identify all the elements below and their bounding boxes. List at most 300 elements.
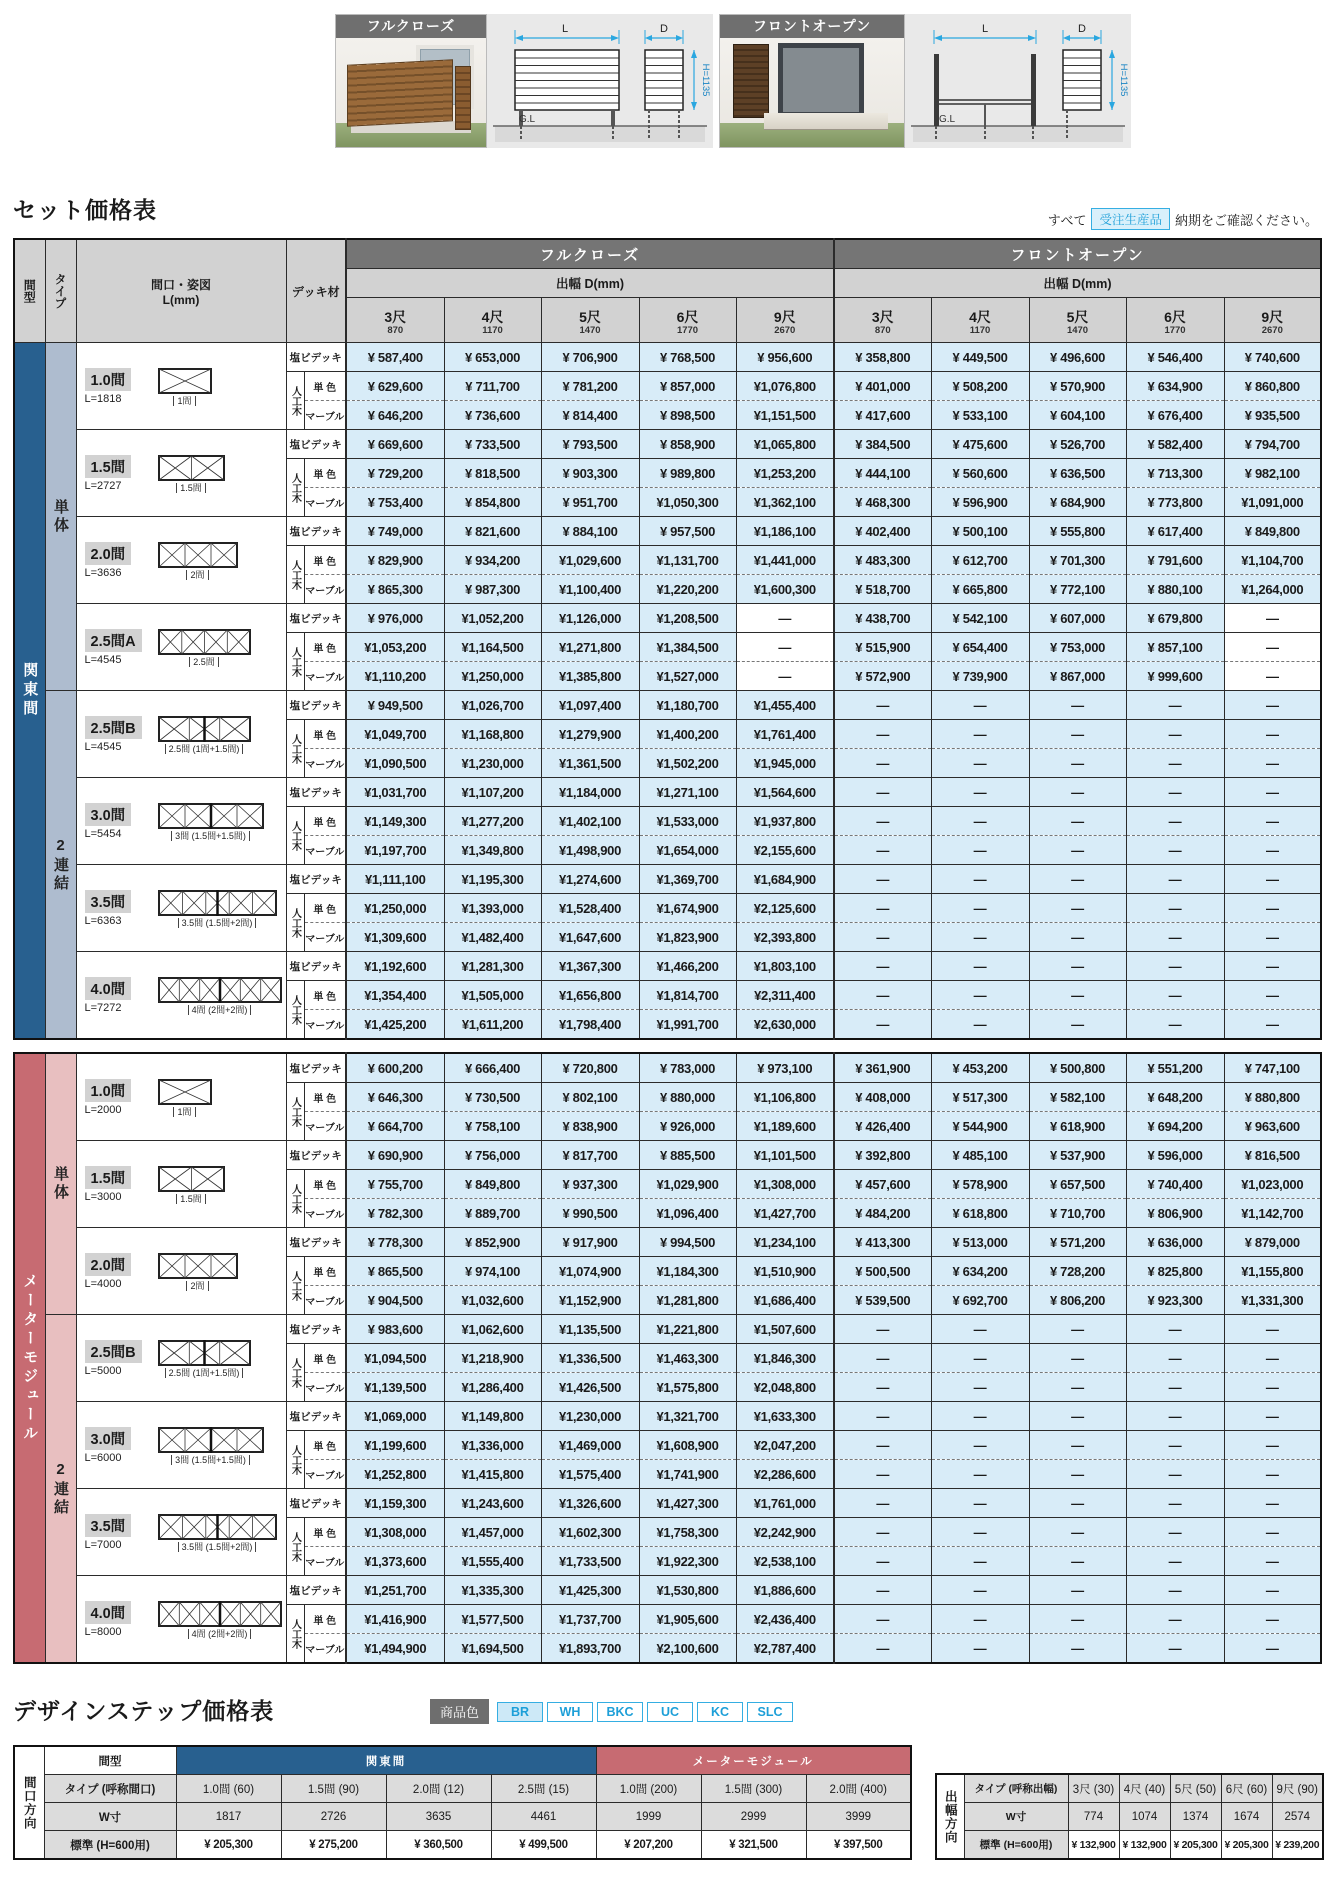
price-cell: ¥1,208,500 xyxy=(639,604,736,633)
price-cell-empty: — xyxy=(1126,1402,1224,1431)
size-label: 3.5間 xyxy=(85,1514,132,1537)
value-cell: 2726 xyxy=(281,1803,386,1831)
price-cell: ¥ 572,900 xyxy=(834,662,931,691)
price-cell: ¥2,393,800 xyxy=(736,923,834,952)
price-cell: ¥1,694,500 xyxy=(444,1634,541,1664)
section-band-metermodule: メーターモジュール xyxy=(14,1053,45,1663)
price-cell: ¥ 753,000 xyxy=(1029,633,1126,662)
span-diagram xyxy=(157,1426,265,1454)
price-cell: ¥1,101,500 xyxy=(736,1141,834,1170)
price-cell-empty: — xyxy=(834,1489,931,1518)
price-cell: ¥ 747,100 xyxy=(1224,1053,1321,1083)
price-cell: ¥1,097,400 xyxy=(541,691,639,720)
price-cell-empty: — xyxy=(931,1010,1029,1040)
price-cell: ¥ 587,400 xyxy=(346,343,444,372)
price-cell-empty: — xyxy=(1126,1431,1224,1460)
price-cell-empty: — xyxy=(1126,1315,1224,1344)
price-cell: ¥ 453,200 xyxy=(931,1053,1029,1083)
price-cell: ¥1,142,700 xyxy=(1224,1199,1321,1228)
price-cell: ¥ 508,200 xyxy=(931,372,1029,401)
row-label: タイプ (呼称出幅) xyxy=(964,1774,1068,1803)
price-cell: ¥ 449,500 xyxy=(931,343,1029,372)
span-diagram xyxy=(157,1339,252,1367)
price-cell: ¥2,286,600 xyxy=(736,1460,834,1489)
deck-label-marble: マーブル xyxy=(304,1460,346,1489)
value-cell: 1074 xyxy=(1119,1803,1170,1831)
price-cell: ¥ 499,500 xyxy=(491,1831,596,1860)
price-cell: ¥ 664,700 xyxy=(346,1112,444,1141)
price-cell: ¥ 860,800 xyxy=(1224,372,1321,401)
price-cell-empty: — xyxy=(1029,1634,1126,1664)
price-cell: ¥1,308,000 xyxy=(736,1170,834,1199)
price-cell: ¥1,062,600 xyxy=(444,1315,541,1344)
value-cell: 4尺 (40) xyxy=(1119,1774,1170,1803)
product-banner xyxy=(335,14,1131,148)
price-cell: ¥ 560,600 xyxy=(931,459,1029,488)
size-length: L=4545 xyxy=(84,740,122,753)
price-cell: ¥1,761,000 xyxy=(736,1489,834,1518)
price-cell: ¥1,274,600 xyxy=(541,865,639,894)
price-cell-empty: — xyxy=(736,633,834,662)
price-cell-empty: — xyxy=(1029,923,1126,952)
price-cell-empty: — xyxy=(1224,1547,1321,1576)
price-cell: ¥2,787,400 xyxy=(736,1634,834,1664)
price-cell: ¥1,733,500 xyxy=(541,1547,639,1576)
product-fullclose xyxy=(335,14,713,148)
span-diagram xyxy=(157,889,278,917)
dim-label-L: L xyxy=(981,23,989,35)
price-cell-empty: — xyxy=(834,981,931,1010)
price-cell: ¥ 438,700 xyxy=(834,604,931,633)
size-label: 4.0間 xyxy=(85,1601,132,1624)
price-cell: ¥1,091,000 xyxy=(1224,488,1321,517)
price-cell: ¥1,164,500 xyxy=(444,633,541,662)
price-cell-empty: — xyxy=(834,1634,931,1664)
price-cell: ¥1,945,000 xyxy=(736,749,834,778)
price-cell: ¥ 600,200 xyxy=(346,1053,444,1083)
price-cell: ¥ 513,000 xyxy=(931,1228,1029,1257)
price-cell: ¥ 976,000 xyxy=(346,604,444,633)
price-cell: ¥ 865,300 xyxy=(346,575,444,604)
price-cell: ¥1,469,000 xyxy=(541,1431,639,1460)
price-cell: ¥1,846,300 xyxy=(736,1344,834,1373)
price-cell: ¥1,250,000 xyxy=(346,894,444,923)
price-cell: ¥1,674,900 xyxy=(639,894,736,923)
deck-label-marble: マーブル xyxy=(304,1010,346,1040)
span-diagram xyxy=(157,1165,226,1193)
note-prefix: すべて xyxy=(1047,212,1087,228)
price-cell: ¥1,415,800 xyxy=(444,1460,541,1489)
price-cell: ¥ 755,700 xyxy=(346,1170,444,1199)
span-dimension-caption: 4間 (2間+2間) xyxy=(188,1005,252,1015)
size-cell xyxy=(76,778,286,865)
price-cell: ¥ 937,300 xyxy=(541,1170,639,1199)
price-cell: ¥ 782,300 xyxy=(346,1199,444,1228)
design-step-table-width xyxy=(13,1745,912,1860)
price-cell: ¥1,152,900 xyxy=(541,1286,639,1315)
size-cell xyxy=(76,691,286,778)
price-cell: ¥ 205,300 xyxy=(176,1831,281,1860)
price-cell-empty: — xyxy=(1029,1315,1126,1344)
size-length: L=4545 xyxy=(84,653,122,666)
type-band: 単体 xyxy=(45,1053,76,1315)
price-cell: ¥1,100,400 xyxy=(541,575,639,604)
price-cell-empty: — xyxy=(1029,720,1126,749)
price-cell: ¥1,798,400 xyxy=(541,1010,639,1040)
price-cell: ¥ 818,500 xyxy=(444,459,541,488)
price-cell: ¥ 617,400 xyxy=(1126,517,1224,546)
deck-label-solid: 単 色 xyxy=(304,807,346,836)
size-length: L=8000 xyxy=(84,1625,122,1638)
price-cell: ¥ 515,900 xyxy=(834,633,931,662)
size-cell xyxy=(76,865,286,952)
price-cell: ¥ 392,800 xyxy=(834,1141,931,1170)
price-cell: ¥ 518,700 xyxy=(834,575,931,604)
price-cell: ¥ 475,600 xyxy=(931,430,1029,459)
size-cell xyxy=(76,1576,286,1664)
set-price-table-kantoma xyxy=(13,238,1322,1040)
price-cell: ¥ 596,900 xyxy=(931,488,1029,517)
header-depth-col: 9尺 2670 xyxy=(736,298,834,343)
price-cell-empty: — xyxy=(931,1402,1029,1431)
photo-fence xyxy=(348,60,452,125)
price-cell: ¥1,349,800 xyxy=(444,836,541,865)
size-label: 2.5間A xyxy=(85,629,142,652)
price-cell: ¥1,741,900 xyxy=(639,1460,736,1489)
price-cell: ¥ 533,100 xyxy=(931,401,1029,430)
price-cell-empty: — xyxy=(1224,662,1321,691)
price-cell: ¥1,159,300 xyxy=(346,1489,444,1518)
price-cell-empty: — xyxy=(1126,923,1224,952)
span-dimension-caption: 2.5間 xyxy=(189,657,219,667)
header-depth-col: 9尺 2670 xyxy=(1224,298,1321,343)
price-cell: ¥1,049,700 xyxy=(346,720,444,749)
price-cell-empty: — xyxy=(1224,749,1321,778)
price-cell: ¥1,686,400 xyxy=(736,1286,834,1315)
size-cell xyxy=(76,430,286,517)
price-cell: ¥1,494,900 xyxy=(346,1634,444,1664)
price-cell: ¥1,823,900 xyxy=(639,923,736,952)
price-cell-empty: — xyxy=(1126,1634,1224,1664)
price-cell: ¥ 648,200 xyxy=(1126,1083,1224,1112)
deck-label-vinyl: 塩ビデッキ xyxy=(286,1315,346,1344)
price-cell: ¥ 607,000 xyxy=(1029,604,1126,633)
price-cell: ¥1,393,000 xyxy=(444,894,541,923)
price-cell: ¥1,069,000 xyxy=(346,1402,444,1431)
color-chip-list xyxy=(497,1702,797,1722)
price-cell-empty: — xyxy=(834,1547,931,1576)
axis-label-width-direction: 間口方向 xyxy=(14,1746,44,1859)
size-label: 3.5間 xyxy=(85,890,132,913)
price-cell: ¥ 794,700 xyxy=(1224,430,1321,459)
price-cell: ¥ 397,500 xyxy=(806,1831,911,1860)
price-cell: ¥ 132,900 xyxy=(1068,1831,1119,1860)
price-cell: ¥1,155,800 xyxy=(1224,1257,1321,1286)
price-cell-empty: — xyxy=(931,778,1029,807)
header-depth-col: 4尺 1170 xyxy=(444,298,541,343)
price-cell: ¥ 706,900 xyxy=(541,343,639,372)
price-cell: ¥1,737,700 xyxy=(541,1605,639,1634)
price-cell: ¥ 413,300 xyxy=(834,1228,931,1257)
price-cell-empty: — xyxy=(1126,1576,1224,1605)
price-cell-empty: — xyxy=(834,778,931,807)
price-cell: ¥1,139,500 xyxy=(346,1373,444,1402)
row-label: 標準 (H=600用) xyxy=(964,1831,1068,1860)
price-cell: ¥1,076,800 xyxy=(736,372,834,401)
price-cell-empty: — xyxy=(834,1344,931,1373)
deck-label-artificial-wood: 人工木 xyxy=(286,1518,304,1576)
price-cell: ¥ 401,000 xyxy=(834,372,931,401)
span-dimension-caption: 1.5間 xyxy=(176,1194,206,1204)
price-cell-empty: — xyxy=(1224,1402,1321,1431)
deck-label-solid: 単 色 xyxy=(304,1083,346,1112)
price-cell-empty: — xyxy=(834,1576,931,1605)
price-cell: ¥ 629,600 xyxy=(346,372,444,401)
span-dimension-caption: 3間 (1.5間+1.5間) xyxy=(171,831,250,841)
value-cell: 1.0間 (200) xyxy=(596,1775,701,1803)
dim-label-L: L xyxy=(561,23,569,35)
price-cell: ¥ 935,500 xyxy=(1224,401,1321,430)
deck-label-artificial-wood: 人工木 xyxy=(286,720,304,778)
price-cell-empty: — xyxy=(834,691,931,720)
price-cell: ¥ 207,200 xyxy=(596,1831,701,1860)
price-cell: ¥ 884,100 xyxy=(541,517,639,546)
price-cell: ¥ 951,700 xyxy=(541,488,639,517)
product-frontopen xyxy=(719,14,1131,148)
price-cell: ¥1,195,300 xyxy=(444,865,541,894)
value-cell: 4461 xyxy=(491,1803,596,1831)
price-cell: ¥2,436,400 xyxy=(736,1605,834,1634)
size-label: 1.0間 xyxy=(85,1079,132,1102)
price-cell: ¥1,107,200 xyxy=(444,778,541,807)
module-span-header: 関東間 xyxy=(176,1746,596,1775)
price-cell-empty: — xyxy=(1029,1489,1126,1518)
value-cell: 5尺 (50) xyxy=(1170,1774,1221,1803)
price-cell: ¥1,577,500 xyxy=(444,1605,541,1634)
span-dimension-caption: 4間 (2間+2間) xyxy=(188,1629,252,1639)
deck-label-marble: マーブル xyxy=(304,1199,346,1228)
deck-label-marble: マーブル xyxy=(304,488,346,517)
design-step-table-depth xyxy=(935,1773,1324,1860)
price-cell-empty: — xyxy=(1224,720,1321,749)
price-cell: ¥1,369,700 xyxy=(639,865,736,894)
size-length: L=7272 xyxy=(84,1001,122,1014)
deck-label-vinyl: 塩ビデッキ xyxy=(286,778,346,807)
price-cell-empty: — xyxy=(1126,981,1224,1010)
price-cell: ¥1,277,200 xyxy=(444,807,541,836)
price-cell: ¥1,110,200 xyxy=(346,662,444,691)
price-cell-empty: — xyxy=(1224,923,1321,952)
price-cell: ¥1,400,200 xyxy=(639,720,736,749)
price-cell: ¥1,168,800 xyxy=(444,720,541,749)
price-cell: ¥1,425,300 xyxy=(541,1576,639,1605)
price-cell-empty: — xyxy=(1224,1518,1321,1547)
value-cell: 2574 xyxy=(1272,1803,1323,1831)
price-cell-empty: — xyxy=(834,894,931,923)
price-cell: ¥ 814,400 xyxy=(541,401,639,430)
header-depth-col: 5尺 1470 xyxy=(1029,298,1126,343)
price-cell: ¥ 720,800 xyxy=(541,1053,639,1083)
type-band: 2連結 xyxy=(45,691,76,1040)
price-cell: ¥1,184,300 xyxy=(639,1257,736,1286)
price-cell: ¥1,656,800 xyxy=(541,981,639,1010)
size-cell xyxy=(76,952,286,1040)
price-cell-empty: — xyxy=(834,1518,931,1547)
deck-label-vinyl: 塩ビデッキ xyxy=(286,430,346,459)
price-cell: ¥ 728,200 xyxy=(1029,1257,1126,1286)
price-cell: ¥1,050,300 xyxy=(639,488,736,517)
color-chip-slc: SLC xyxy=(747,1702,793,1722)
fullclose-label: フルクローズ xyxy=(336,15,486,38)
value-cell: 6尺 (60) xyxy=(1221,1774,1272,1803)
price-cell-empty: — xyxy=(1029,1518,1126,1547)
price-cell-empty: — xyxy=(834,1460,931,1489)
price-cell: ¥1,426,500 xyxy=(541,1373,639,1402)
price-cell: ¥ 982,100 xyxy=(1224,459,1321,488)
price-cell: ¥1,029,900 xyxy=(639,1170,736,1199)
price-cell: ¥1,455,400 xyxy=(736,691,834,720)
value-cell: 3尺 (30) xyxy=(1068,1774,1119,1803)
price-cell: ¥ 653,000 xyxy=(444,343,541,372)
price-cell: ¥ 879,000 xyxy=(1224,1228,1321,1257)
price-cell-empty: — xyxy=(1126,1010,1224,1040)
deck-label-vinyl: 塩ビデッキ xyxy=(286,1141,346,1170)
price-cell: ¥ 974,100 xyxy=(444,1257,541,1286)
price-cell: ¥1,253,200 xyxy=(736,459,834,488)
deck-label-artificial-wood: 人工木 xyxy=(286,1605,304,1664)
deck-label-artificial-wood: 人工木 xyxy=(286,633,304,691)
price-cell: ¥ 829,900 xyxy=(346,546,444,575)
price-cell: ¥ 496,600 xyxy=(1029,343,1126,372)
price-cell: ¥ 802,100 xyxy=(541,1083,639,1112)
size-length: L=3000 xyxy=(84,1190,122,1203)
price-cell-empty: — xyxy=(1029,981,1126,1010)
set-price-title: セット価格表 xyxy=(13,197,157,223)
deck-label-marble: マーブル xyxy=(304,923,346,952)
deck-label-marble: マーブル xyxy=(304,1634,346,1664)
price-cell: ¥ 733,500 xyxy=(444,430,541,459)
price-cell: ¥1,131,700 xyxy=(639,546,736,575)
price-cell: ¥ 636,000 xyxy=(1126,1228,1224,1257)
price-cell: ¥1,466,200 xyxy=(639,952,736,981)
price-cell-empty: — xyxy=(834,1315,931,1344)
price-cell-empty: — xyxy=(1029,1010,1126,1040)
price-cell: ¥1,507,600 xyxy=(736,1315,834,1344)
price-cell: ¥1,149,300 xyxy=(346,807,444,836)
price-cell-empty: — xyxy=(1224,1373,1321,1402)
price-cell: ¥ 904,500 xyxy=(346,1286,444,1315)
price-cell: ¥ 849,800 xyxy=(444,1170,541,1199)
price-cell: ¥1,234,100 xyxy=(736,1228,834,1257)
photo-deck xyxy=(764,113,888,129)
price-cell: ¥ 570,900 xyxy=(1029,372,1126,401)
price-cell-empty: — xyxy=(931,1344,1029,1373)
price-cell: ¥1,647,600 xyxy=(541,923,639,952)
dim-label-H: H=1135 xyxy=(700,63,711,97)
price-cell: ¥1,029,600 xyxy=(541,546,639,575)
size-cell xyxy=(76,1141,286,1228)
price-cell-empty: — xyxy=(1126,1373,1224,1402)
deck-label-solid: 単 色 xyxy=(304,1257,346,1286)
header-frontopen: フロントオープン xyxy=(834,239,1321,269)
price-cell: ¥ 544,900 xyxy=(931,1112,1029,1141)
price-cell-empty: — xyxy=(1029,1576,1126,1605)
price-cell-empty: — xyxy=(834,1402,931,1431)
price-cell-empty: — xyxy=(1029,807,1126,836)
size-cell xyxy=(76,343,286,430)
price-cell: ¥1,608,900 xyxy=(639,1431,736,1460)
fullclose-photo xyxy=(335,14,487,148)
size-length: L=7000 xyxy=(84,1538,122,1551)
price-cell: ¥ 956,600 xyxy=(736,343,834,372)
price-cell: ¥ 729,200 xyxy=(346,459,444,488)
deck-label-marble: マーブル xyxy=(304,836,346,865)
price-cell: ¥1,271,100 xyxy=(639,778,736,807)
price-cell: ¥1,814,700 xyxy=(639,981,736,1010)
price-cell: ¥ 646,200 xyxy=(346,401,444,430)
price-cell: ¥ 546,400 xyxy=(1126,343,1224,372)
price-cell-empty: — xyxy=(1224,778,1321,807)
price-cell: ¥1,402,100 xyxy=(541,807,639,836)
price-cell: ¥1,991,700 xyxy=(639,1010,736,1040)
price-cell: ¥ 867,000 xyxy=(1029,662,1126,691)
price-cell-empty: — xyxy=(1126,836,1224,865)
price-cell-empty: — xyxy=(1029,1431,1126,1460)
span-dimension-caption: 1.5間 xyxy=(176,483,206,493)
color-chip-wh: WH xyxy=(547,1702,593,1722)
price-cell: ¥ 679,800 xyxy=(1126,604,1224,633)
price-cell: ¥ 684,900 xyxy=(1029,488,1126,517)
price-cell: ¥ 793,500 xyxy=(541,430,639,459)
price-cell: ¥ 604,100 xyxy=(1029,401,1126,430)
price-cell: ¥ 849,800 xyxy=(1224,517,1321,546)
price-cell: ¥1,505,000 xyxy=(444,981,541,1010)
price-cell: ¥1,384,500 xyxy=(639,633,736,662)
price-cell: ¥ 783,000 xyxy=(639,1053,736,1083)
price-cell: ¥ 903,300 xyxy=(541,459,639,488)
size-cell xyxy=(76,1402,286,1489)
size-length: L=5454 xyxy=(84,827,122,840)
span-diagram xyxy=(157,1513,278,1541)
deck-label-vinyl: 塩ビデッキ xyxy=(286,691,346,720)
price-cell: ¥1,575,800 xyxy=(639,1373,736,1402)
deck-label-artificial-wood: 人工木 xyxy=(286,1344,304,1402)
price-cell: ¥1,463,300 xyxy=(639,1344,736,1373)
price-cell: ¥1,230,000 xyxy=(541,1402,639,1431)
price-cell: ¥1,416,900 xyxy=(346,1605,444,1634)
price-cell: ¥ 838,900 xyxy=(541,1112,639,1141)
price-cell: ¥ 657,500 xyxy=(1029,1170,1126,1199)
section-band-kantoma: 関東間 xyxy=(14,343,45,1040)
value-cell: 2.5間 (15) xyxy=(491,1775,596,1803)
price-cell: ¥1,264,000 xyxy=(1224,575,1321,604)
header-depth-col: 3尺 870 xyxy=(834,298,931,343)
value-cell: 1374 xyxy=(1170,1803,1221,1831)
price-cell: ¥ 517,300 xyxy=(931,1083,1029,1112)
size-cell xyxy=(76,1489,286,1576)
price-cell: ¥1,321,700 xyxy=(639,1402,736,1431)
deck-label-artificial-wood: 人工木 xyxy=(286,459,304,517)
price-cell: ¥ 694,200 xyxy=(1126,1112,1224,1141)
price-cell-empty: — xyxy=(1224,1634,1321,1664)
price-cell-empty: — xyxy=(931,1431,1029,1460)
price-cell: ¥1,761,400 xyxy=(736,720,834,749)
price-cell-empty: — xyxy=(1126,1547,1224,1576)
header-depth: 出幅 D(mm) xyxy=(346,269,834,298)
price-cell: ¥1,104,700 xyxy=(1224,546,1321,575)
price-cell-empty: — xyxy=(1224,1489,1321,1518)
header-depth-col: 6尺 1770 xyxy=(1126,298,1224,343)
